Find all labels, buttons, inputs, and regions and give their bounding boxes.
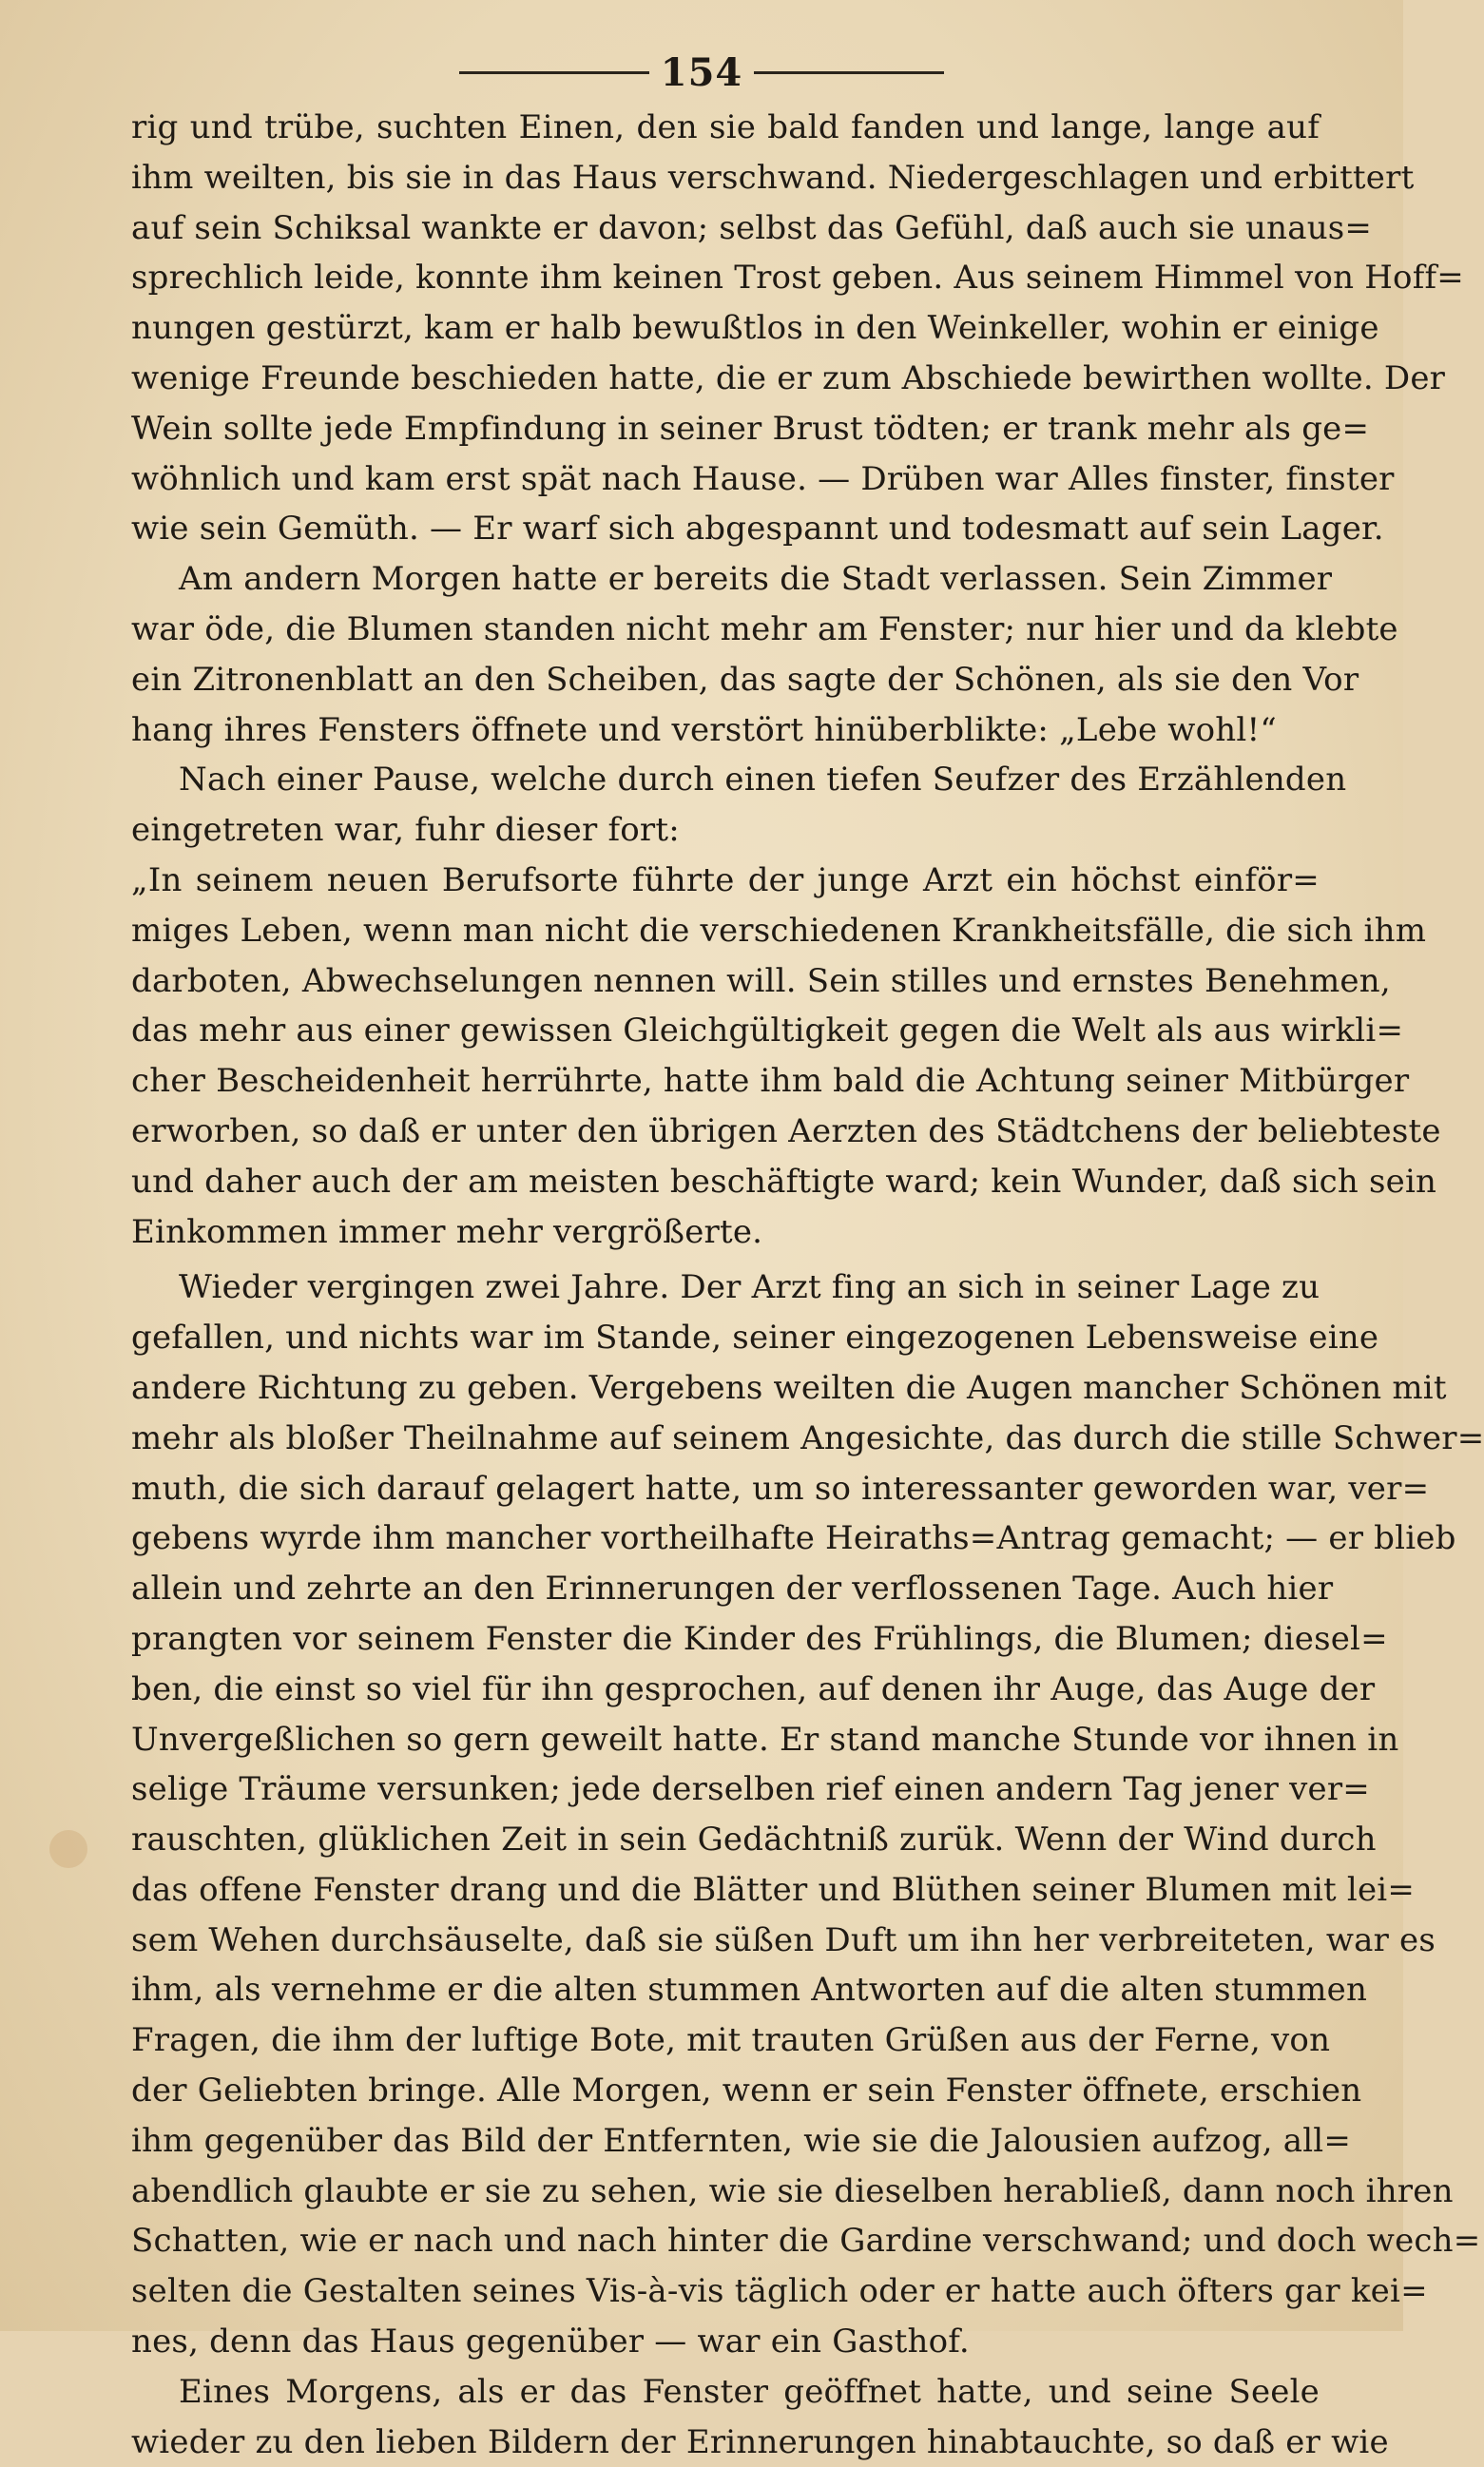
text-line: auf sein Schiksal wankte er davon; selbst das Gefühl, daß auch sie unaus= — [131, 208, 1373, 247]
text-line: wenige Freunde beschieden hatte, die er zum Abschiede bewirthen wollte. Der — [131, 358, 1446, 397]
text-line: Am andern Morgen hatte er bereits die Stadt verlassen. Sein Zimmer — [179, 560, 1333, 599]
text-line: ihm weilten, bis sie in das Haus verschwand. Niedergeschlagen und erbittert — [131, 158, 1415, 197]
text-line: rauschten, glüklichen Zeit in sein Gedächtniß zurük. Wenn der Wind durch — [131, 1821, 1377, 1860]
text-line: Unvergeßlichen so gern geweilt hatte. Er stand manche Stunde vor ihnen in — [131, 1720, 1399, 1759]
text-line: selige Träume versunken; jede derselben rief einen andern Tag jener ver= — [131, 1770, 1370, 1809]
paragraph — [131, 755, 1347, 856]
text-line: war öde, die Blumen standen nicht mehr am Fenster; nur hier und da klebte — [131, 609, 1398, 648]
text-line: wöhnlich und kam erst spät nach Hause. — Drüben war Alles finster, finster — [131, 459, 1395, 498]
text-line: sem Wehen durchsäuselte, daß sie süßen Duft um ihn her verbreiteten, war es — [131, 1920, 1436, 1959]
text-line: das mehr aus einer gewissen Gleichgültigkeit gegen die Welt als aus wirkli= — [131, 1012, 1404, 1050]
text-line: Wieder vergingen zwei Jahre. Der Arzt fing an sich in seiner Lage zu — [179, 1268, 1320, 1307]
text-line: eingetreten war, fuhr dieser fort: — [131, 811, 680, 850]
body-text — [131, 103, 1484, 2467]
text-line: wie sein Gemüth. — Er warf sich abgespannt und todesmatt auf sein Lager. — [131, 510, 1384, 549]
text-line: selten die Gestalten seines Vis-à-vis täglich oder er hatte auch öfters gar kei= — [131, 2272, 1428, 2311]
text-line: cher Bescheidenheit herrührte, hatte ihm bald die Achtung seiner Mitbürger — [131, 1062, 1410, 1101]
page-header — [0, 44, 1403, 101]
header-rule-left — [459, 71, 649, 74]
text-line: Schatten, wie er nach und nach hinter die Gardine verschwand; und doch wech= — [131, 2222, 1481, 2261]
text-line: allein und zehrte an den Erinnerungen der verflossenen Tage. Auch hier — [131, 1570, 1334, 1609]
text-line: mehr als bloßer Theilnahme auf seinem Angesichte, das durch die stille Schwer= — [131, 1418, 1484, 1457]
text-line: nungen gestürzt, kam er halb bewußtlos in den Weinkeller, wohin er einige — [131, 309, 1379, 348]
text-line: miges Leben, wenn man nicht die verschiedenen Krankheitsfälle, die sich ihm — [131, 911, 1427, 950]
text-line: ein Zitronenblatt an den Scheiben, das sagte der Schönen, als sie den Vor — [131, 660, 1359, 699]
paragraph — [131, 856, 1441, 1257]
paper-stain — [49, 1830, 87, 1868]
paragraph — [131, 2367, 1389, 2467]
text-line: wieder zu den lieben Bildern der Erinnerungen hinabtauchte, so daß er wie — [131, 2422, 1389, 2461]
paragraph — [131, 103, 1464, 554]
text-line: ihm gegenüber das Bild der Entfernten, wie sie die Jalousien aufzog, all= — [131, 2121, 1352, 2160]
text-line: abendlich glaubte er sie zu sehen, wie sie dieselben herabließ, dann noch ihren — [131, 2171, 1454, 2210]
text-line: muth, die sich darauf gelagert hatte, um so interessanter geworden war, ver= — [131, 1469, 1430, 1508]
text-line: Nach einer Pause, welche durch einen tiefen Seufzer des Erzählenden — [179, 761, 1347, 800]
text-line: der Geliebten bringe. Alle Morgen, wenn er sein Fenster öffnete, erschien — [131, 2072, 1362, 2110]
text-line: Fragen, die ihm der luftige Bote, mit trauten Grüßen aus der Ferne, von — [131, 2021, 1331, 2060]
text-line: Eines Morgens, als er das Fenster geöffnet hatte, und seine Seele — [179, 2372, 1320, 2411]
paragraph — [131, 1262, 1484, 2367]
text-line: das offene Fenster drang und die Blätter und Blüthen seiner Blumen mit lei= — [131, 1870, 1416, 1909]
paragraph — [131, 554, 1398, 755]
text-line: darboten, Abwechselungen nennen will. Sein stilles und ernstes Benehmen, — [131, 961, 1391, 1000]
text-line: nes, denn das Haus gegenüber — war ein Gasthof. — [131, 2322, 970, 2361]
text-line: hang ihres Fensters öffnete und verstört hinüberblikte: „Lebe wohl!“ — [131, 710, 1277, 749]
text-line: andere Richtung zu geben. Vergebens weilten die Augen mancher Schönen mit — [131, 1368, 1447, 1407]
page-number: 154 — [660, 49, 743, 95]
text-line: gebens wyrde ihm mancher vortheilhafte Heiraths=Antrag gemacht; — er blieb — [131, 1519, 1456, 1558]
text-line: Einkommen immer mehr vergrößerte. — [131, 1212, 763, 1251]
text-line: Wein sollte jede Empfindung in seiner Brust tödten; er trank mehr als ge= — [131, 409, 1370, 448]
text-line: rig und trübe, suchten Einen, den sie bald fanden und lange, lange auf — [131, 108, 1320, 146]
text-line: ihm, als vernehme er die alten stummen Antworten auf die alten stummen — [131, 1971, 1368, 2010]
text-line: sprechlich leide, konnte ihm keinen Trost geben. Aus seinem Himmel von Hoff= — [131, 259, 1464, 298]
text-line: erworben, so daß er unter den übrigen Aerzten des Städtchens der beliebteste — [131, 1111, 1441, 1150]
text-line: gefallen, und nichts war im Stande, seiner eingezogenen Lebensweise eine — [131, 1319, 1379, 1358]
text-line: und daher auch der am meisten beschäftigte ward; kein Wunder, daß sich sein — [131, 1162, 1437, 1201]
text-line: „In seinem neuen Berufsorte führte der junge Arzt ein höchst einför= — [131, 860, 1320, 899]
text-line: prangten vor seinem Fenster die Kinder des Frühlings, die Blumen; diesel= — [131, 1619, 1388, 1658]
text-line: ben, die einst so viel für ihn gesprochen, auf denen ihr Auge, das Auge der — [131, 1669, 1376, 1708]
header-rule-right — [754, 71, 944, 74]
